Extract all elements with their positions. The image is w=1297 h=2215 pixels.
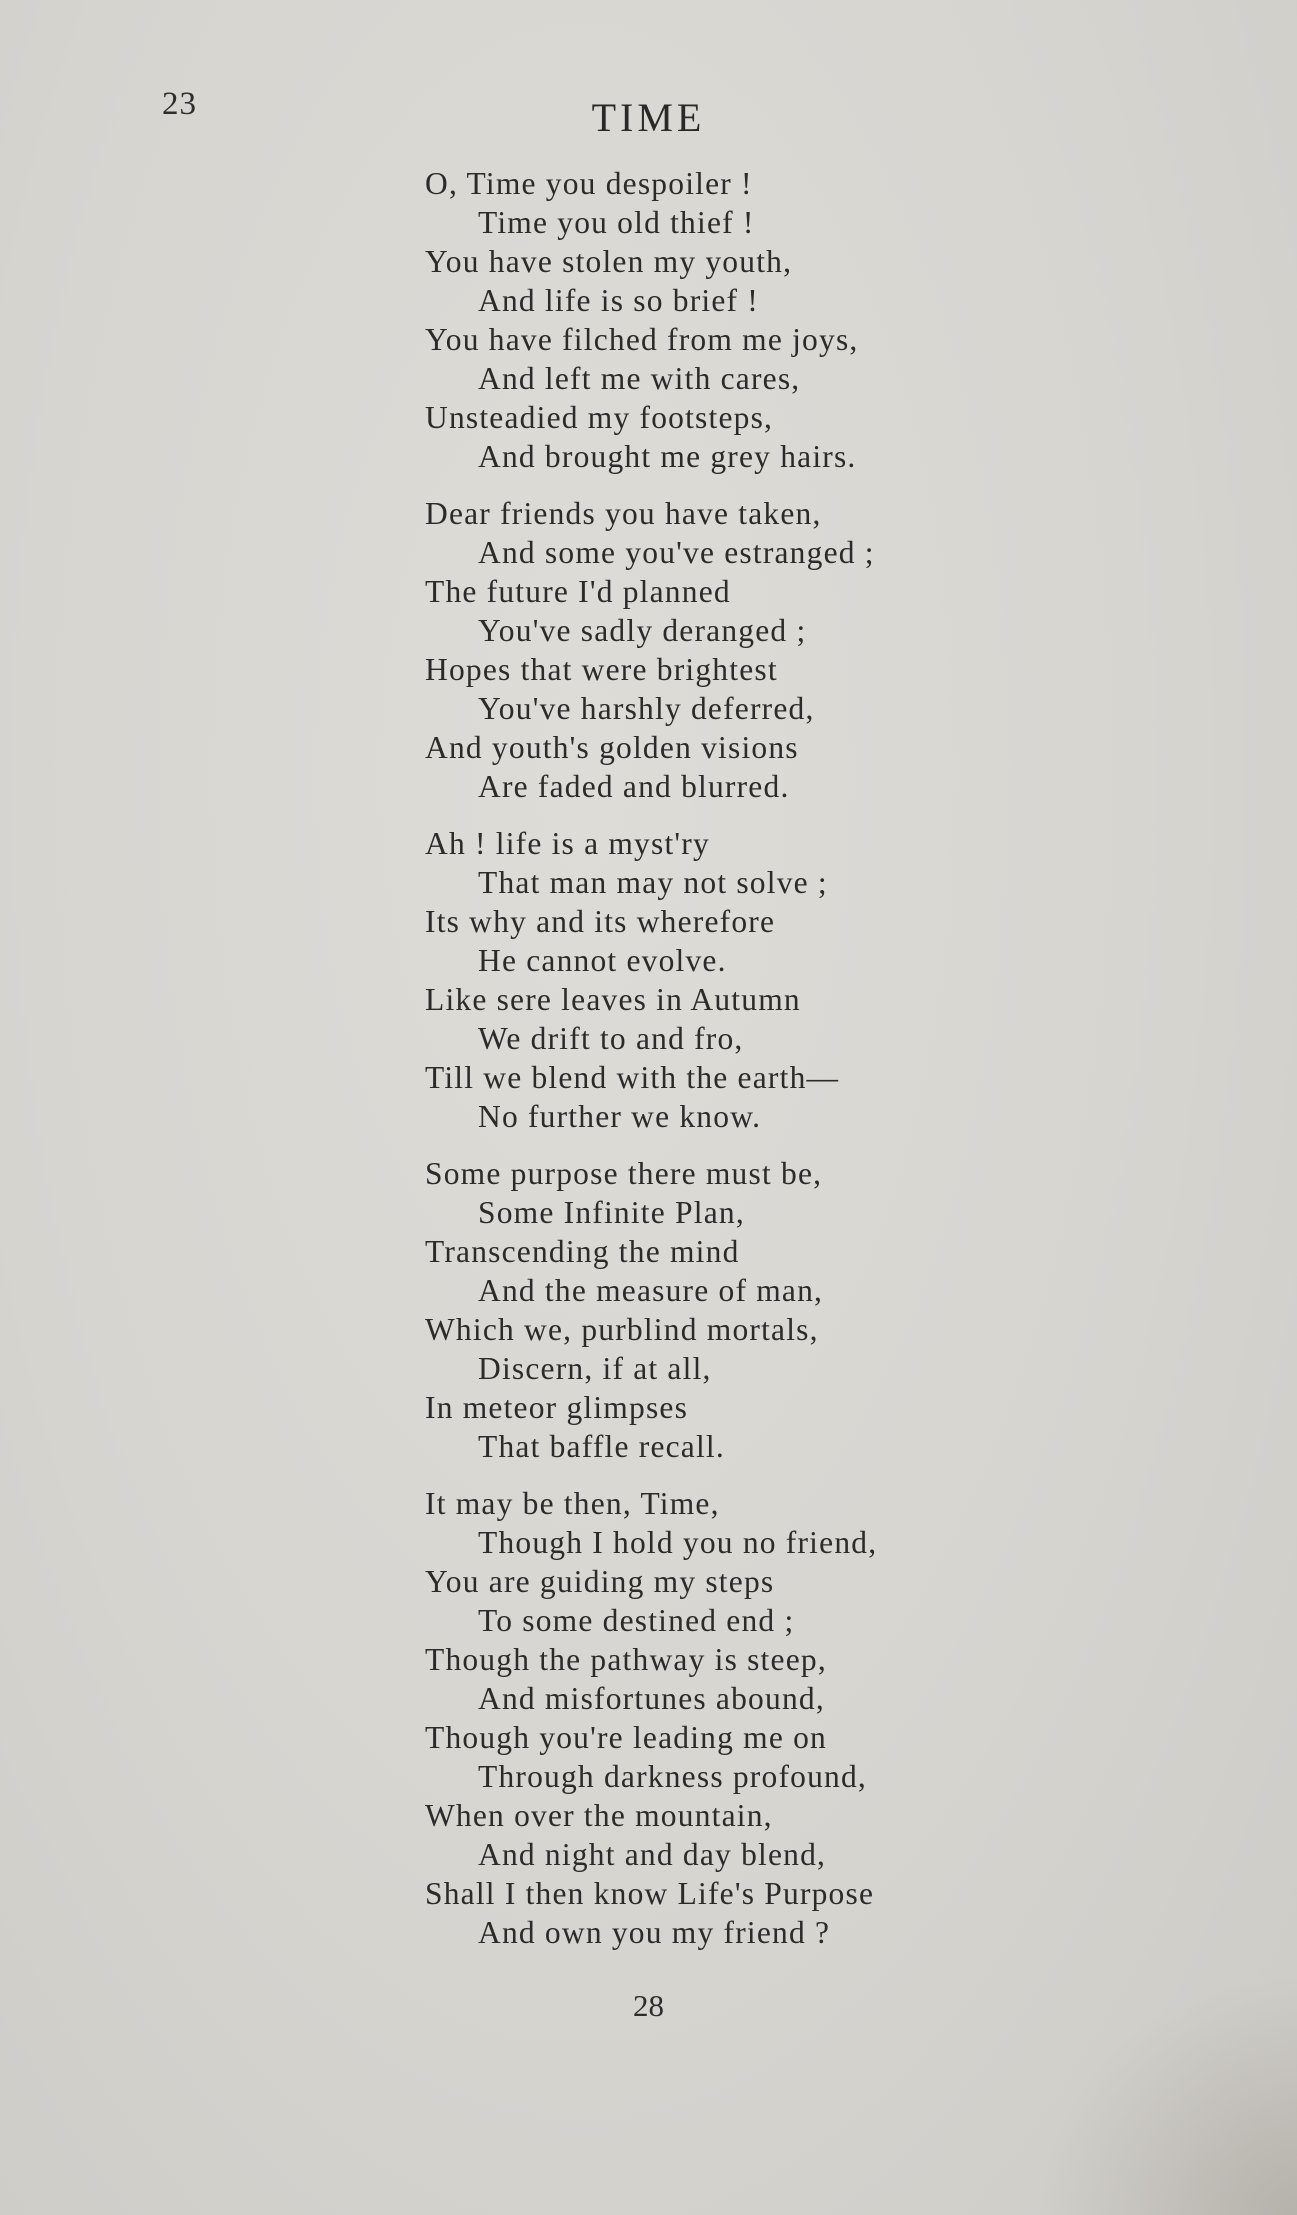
poem-line: That man may not solve ;: [478, 865, 828, 900]
poem-line: You have filched from me joys,: [425, 322, 859, 357]
corner-page-number: 23: [162, 86, 197, 122]
poem-line: And left me with cares,: [478, 361, 801, 396]
poem-line: Though you're leading me on: [425, 1720, 827, 1755]
poem-line: He cannot evolve.: [478, 943, 727, 978]
poem-line: You've sadly deranged ;: [478, 613, 807, 648]
poem-line: Shall I then know Life's Purpose: [425, 1876, 875, 1911]
poem-line: Some purpose there must be,: [425, 1156, 823, 1191]
poem-line: No further we know.: [478, 1099, 762, 1134]
poem-line: And the measure of man,: [478, 1273, 824, 1308]
poem-line: O, Time you despoiler !: [425, 166, 753, 201]
poem-line: Its why and its wherefore: [425, 904, 776, 939]
poem-line: Are faded and blurred.: [478, 769, 790, 804]
poem-line: When over the mountain,: [425, 1798, 773, 1833]
poem-line: Till we blend with the earth—: [425, 1060, 840, 1095]
poem-line: Discern, if at all,: [478, 1351, 712, 1386]
poem-line: And own you my friend ?: [478, 1915, 831, 1950]
poem-line: We drift to and fro,: [478, 1021, 744, 1056]
stanza: [425, 164, 1225, 476]
poem-line: The future I'd planned: [425, 574, 731, 609]
poem-line: Transcending the mind: [425, 1234, 740, 1269]
poem-line: Which we, purblind mortals,: [425, 1312, 819, 1347]
poem-title: TIME: [591, 95, 706, 140]
poem-line: Some Infinite Plan,: [478, 1195, 745, 1230]
poem-line: Unsteadied my footsteps,: [425, 400, 774, 435]
poem-line: And youth's golden visions: [425, 730, 799, 765]
poem-line: You have stolen my youth,: [425, 244, 793, 279]
poem-line: Though I hold you no friend,: [478, 1525, 878, 1560]
poem-line: It may be then, Time,: [425, 1486, 720, 1521]
poem-line: Ah ! life is a myst'ry: [425, 826, 710, 861]
poem-line: And brought me grey hairs.: [478, 439, 857, 474]
stanza: [425, 1484, 1225, 1952]
poem-line: Hopes that were brightest: [425, 652, 778, 687]
poem-line: In meteor glimpses: [425, 1390, 689, 1425]
poem-body: [425, 164, 1225, 1952]
poem-line: And misfortunes abound,: [478, 1681, 825, 1716]
poem-line: That baffle recall.: [478, 1429, 725, 1464]
stanza: [425, 824, 1225, 1136]
poem-line: Though the pathway is steep,: [425, 1642, 827, 1677]
poem-line: And night and day blend,: [478, 1837, 827, 1872]
stanza: [425, 1154, 1225, 1466]
poem-line: Time you old thief !: [478, 205, 755, 240]
poem-line: And life is so brief !: [478, 283, 759, 318]
page-number: 28: [633, 1988, 664, 2023]
poem-line: And some you've estranged ;: [478, 535, 875, 570]
poem-line: Dear friends you have taken,: [425, 496, 822, 531]
poem-line: Through darkness profound,: [478, 1759, 868, 1794]
poem-line: You are guiding my steps: [425, 1564, 775, 1599]
poem-line: To some destined end ;: [478, 1603, 795, 1638]
stanza: [425, 494, 1225, 806]
poem-line: You've harshly deferred,: [478, 691, 815, 726]
poem-line: Like sere leaves in Autumn: [425, 982, 801, 1017]
